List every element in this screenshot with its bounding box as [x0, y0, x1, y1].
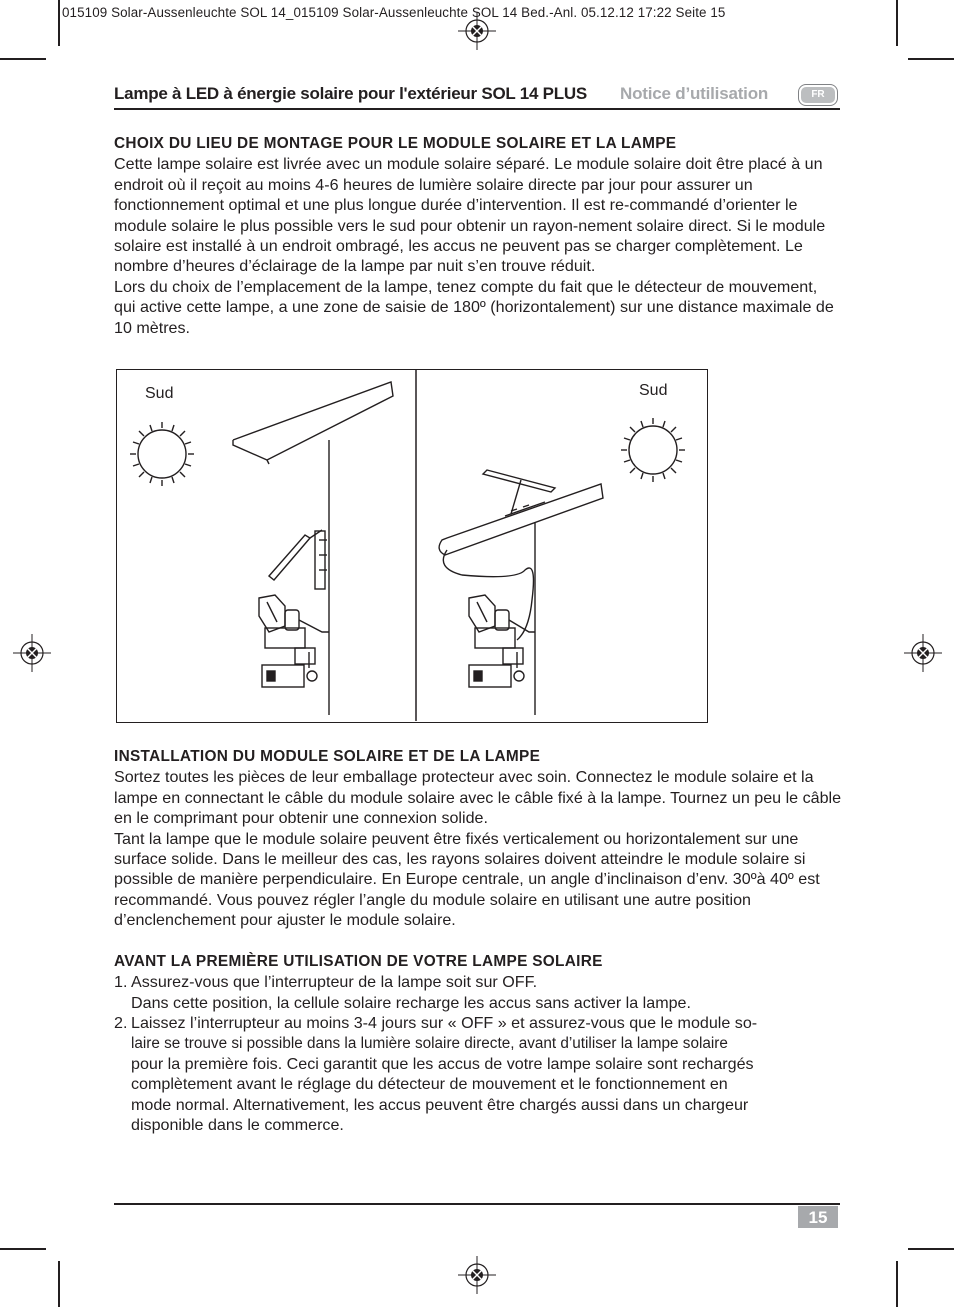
sun-icon	[130, 422, 194, 486]
section-first-use	[114, 952, 842, 1136]
registration-mark-icon	[458, 1256, 496, 1294]
step-line: Dans cette position, la cellule solaire recharge les accus sans activer la lampe.	[131, 993, 691, 1012]
sun-icon	[621, 418, 685, 482]
crop-mark	[0, 1248, 46, 1250]
step-line: pour la première fois. Ceci garantit que les accus de votre lampe solaire sont rechargés	[131, 1055, 754, 1074]
page-subtitle: Notice d’utilisation	[620, 84, 769, 103]
steps-list	[114, 972, 842, 1135]
crop-mark	[896, 0, 898, 46]
crop-mark	[908, 58, 954, 60]
language-badge: FR	[799, 85, 837, 105]
step-line: Laissez l’interrupteur au moins 3-4 jours sur « OFF » et assurez-vous que le module so-	[131, 1014, 758, 1033]
sun-label-right: Sud	[639, 382, 668, 399]
page-title: Lampe à LED à énergie solaire pour l'extérieur SOL 14 PLUS	[114, 84, 587, 103]
crop-mark	[896, 1261, 898, 1307]
step-line: laire se trouve si possible dans la lumière solaire directe, avant d’utiliser la lampe solaire	[131, 1034, 728, 1052]
section-installation	[114, 747, 842, 931]
step-line: disponible dans le commerce.	[131, 1116, 344, 1135]
crop-mark	[0, 58, 46, 60]
registration-mark-icon	[458, 12, 496, 50]
sun-label-left: Sud	[145, 385, 174, 402]
page-title-row	[114, 84, 840, 108]
section-paragraph: Lors du choix de l’emplacement de la lampe, tenez compte du fait que le détecteur de mouvement, qui active cette lampe, a une zone de saisie de 180º (horizontalement) sur une distance maximale de 10 mètres.	[114, 277, 834, 337]
section-paragraph: Cette lampe solaire est livrée avec un module solaire séparé. Le module solaire doit être placé à un endroit où il reçoit au moins 4-6 heures de lumière solaire directe par jour pour assurer un fonctionnement optimal et une plus longue durée d’intervention. Il est re-commandé d’orienter le module solaire le plus possible vers le sud pour obtenir un rayon-nement solaire direct. Si le module solaire est installé à un endroit ombragé, les accus ne peuvent pas se charger complètement. Le nombre d’heures d’éclairage de la lampe par nuit s’en trouve réduit.	[114, 155, 826, 276]
registration-mark-icon	[13, 634, 51, 672]
page-number: 15	[798, 1206, 838, 1228]
step-line: mode normal. Alternativement, les accus peuvent être chargés aussi dans un chargeur	[131, 1095, 749, 1114]
step-number: 2.	[114, 1014, 128, 1033]
section-heading: INSTALLATION DU MODULE SOLAIRE ET DE LA LAMPE	[114, 748, 541, 765]
section-heading: AVANT LA PREMIÈRE UTILISATION DE VOTRE LAMPE SOLAIRE	[114, 953, 603, 970]
mounting-illustration	[116, 369, 708, 723]
section-mounting-location	[114, 134, 842, 338]
mounting-illustration-drawing	[117, 370, 707, 721]
title-rule	[114, 108, 840, 110]
section-heading: CHOIX DU LIEU DE MONTAGE POUR LE MODULE SOLAIRE ET LA LAMPE	[114, 135, 677, 152]
list-item	[114, 972, 842, 1013]
step-line: complètement avant le réglage du détecteur de mouvement et le fonctionnement en	[131, 1075, 728, 1094]
crop-mark	[908, 1248, 954, 1250]
step-line: Assurez-vous que l’interrupteur de la lampe soit sur OFF.	[131, 973, 538, 992]
registration-mark-icon	[904, 634, 942, 672]
section-paragraph: Tant la lampe que le module solaire peuvent être fixés verticalement ou horizontalement sur une surface solide. Dans le meilleur des cas, les rayons solaires doivent atteindre le module solaire si possible de manière perpendiculaire. En Europe centrale, un angle d’inclinaison d’env. 30ºà 40º est recommandé. Vous pouvez régler l’angle du module solaire en utilisant une autre position d’enclenchement pour ajuster le module solaire.	[114, 829, 820, 930]
footer-rule	[114, 1203, 840, 1205]
section-paragraph: Sortez toutes les pièces de leur emballage protecteur avec soin. Connectez le module solaire et la lampe en connectant le câble du module solaire avec le câble fixé à la lampe. Tournez un peu le câble en le comprimant pour obtenir une connexion solide.	[114, 768, 842, 828]
crop-mark	[58, 0, 60, 46]
print-header: 015109 Solar-Aussenleuchte SOL 14_015109 Solar-Aussenleuchte SOL 14 Bed.-Anl. 05.12.12 17:22 Seite 15	[62, 5, 726, 20]
step-number: 1.	[114, 973, 128, 992]
crop-mark	[58, 1261, 60, 1307]
list-item	[114, 1013, 842, 1135]
